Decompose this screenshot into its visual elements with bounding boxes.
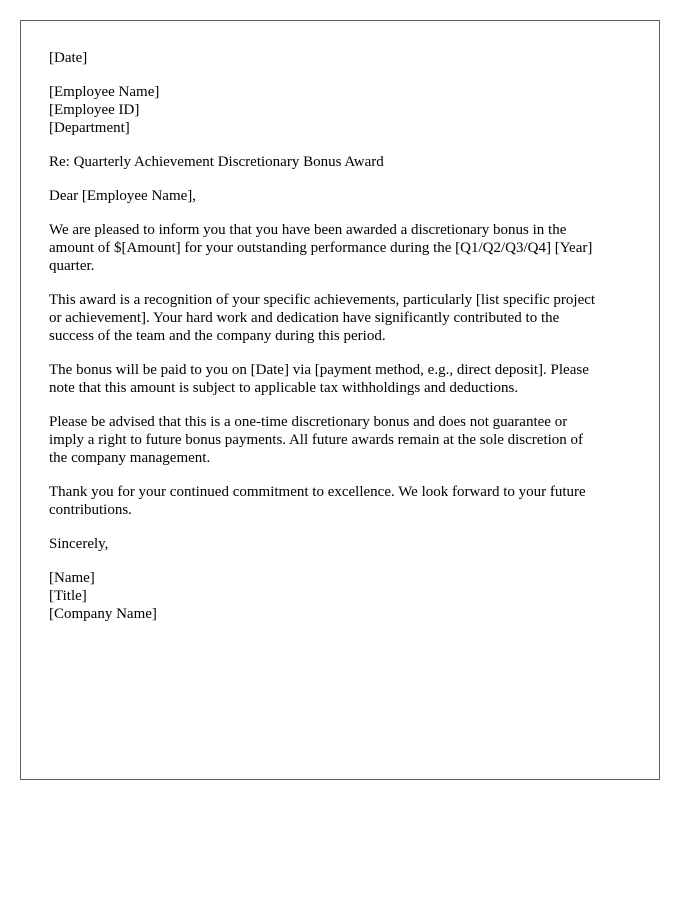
- paragraph-line: The bonus will be paid to you on [Date] via [payment method, e.g., direct deposit]. Please: [49, 362, 589, 378]
- subject-line: [49, 153, 631, 171]
- paragraph-line: amount of $[Amount] for your outstanding performance during the [Q1/Q2/Q3/Q4] [Year]: [49, 240, 593, 256]
- body-paragraph-4: [49, 413, 631, 467]
- paragraph-line: contributions.: [49, 502, 132, 518]
- letter-date: [49, 49, 631, 67]
- paragraph-line: We are pleased to inform you that you have been awarded a discretionary bonus in the: [49, 222, 567, 238]
- salutation-text: Dear [Employee Name],: [49, 188, 197, 204]
- paragraph-line: the company management.: [49, 450, 211, 466]
- recipient-name: [Employee Name]: [49, 84, 160, 100]
- paragraph-line: imply a right to future bonus payments. All future awards remain at the sole discretion of: [49, 432, 584, 448]
- paragraph-line: or achievement]. Your hard work and dedication have significantly contributed to the: [49, 310, 560, 326]
- salutation: [49, 187, 631, 205]
- sender-title: [Title]: [49, 588, 87, 604]
- body-paragraph-1: [49, 221, 631, 275]
- closing: [49, 535, 631, 553]
- closing-text: Sincerely,: [49, 536, 109, 552]
- letter-page: [20, 20, 660, 780]
- date-text: [Date]: [49, 50, 88, 66]
- paragraph-line: note that this amount is subject to applicable tax withholdings and deductions.: [49, 380, 519, 396]
- body-paragraph-2: [49, 291, 631, 345]
- body-paragraph-5: [49, 483, 631, 519]
- signature-block: [49, 569, 631, 623]
- paragraph-line: success of the team and the company during this period.: [49, 328, 386, 344]
- sender-company: [Company Name]: [49, 606, 157, 622]
- body-paragraph-3: [49, 361, 631, 397]
- paragraph-line: quarter.: [49, 258, 95, 274]
- subject-text: Re: Quarterly Achievement Discretionary Bonus Award: [49, 154, 384, 170]
- paragraph-line: Please be advised that this is a one-time discretionary bonus and does not guarantee or: [49, 414, 568, 430]
- recipient-block: [49, 83, 631, 137]
- sender-name: [Name]: [49, 570, 95, 586]
- recipient-employee-id: [Employee ID]: [49, 102, 140, 118]
- recipient-department: [Department]: [49, 120, 130, 136]
- paragraph-line: This award is a recognition of your specific achievements, particularly [list specific project: [49, 292, 596, 308]
- paragraph-line: Thank you for your continued commitment to excellence. We look forward to your future: [49, 484, 586, 500]
